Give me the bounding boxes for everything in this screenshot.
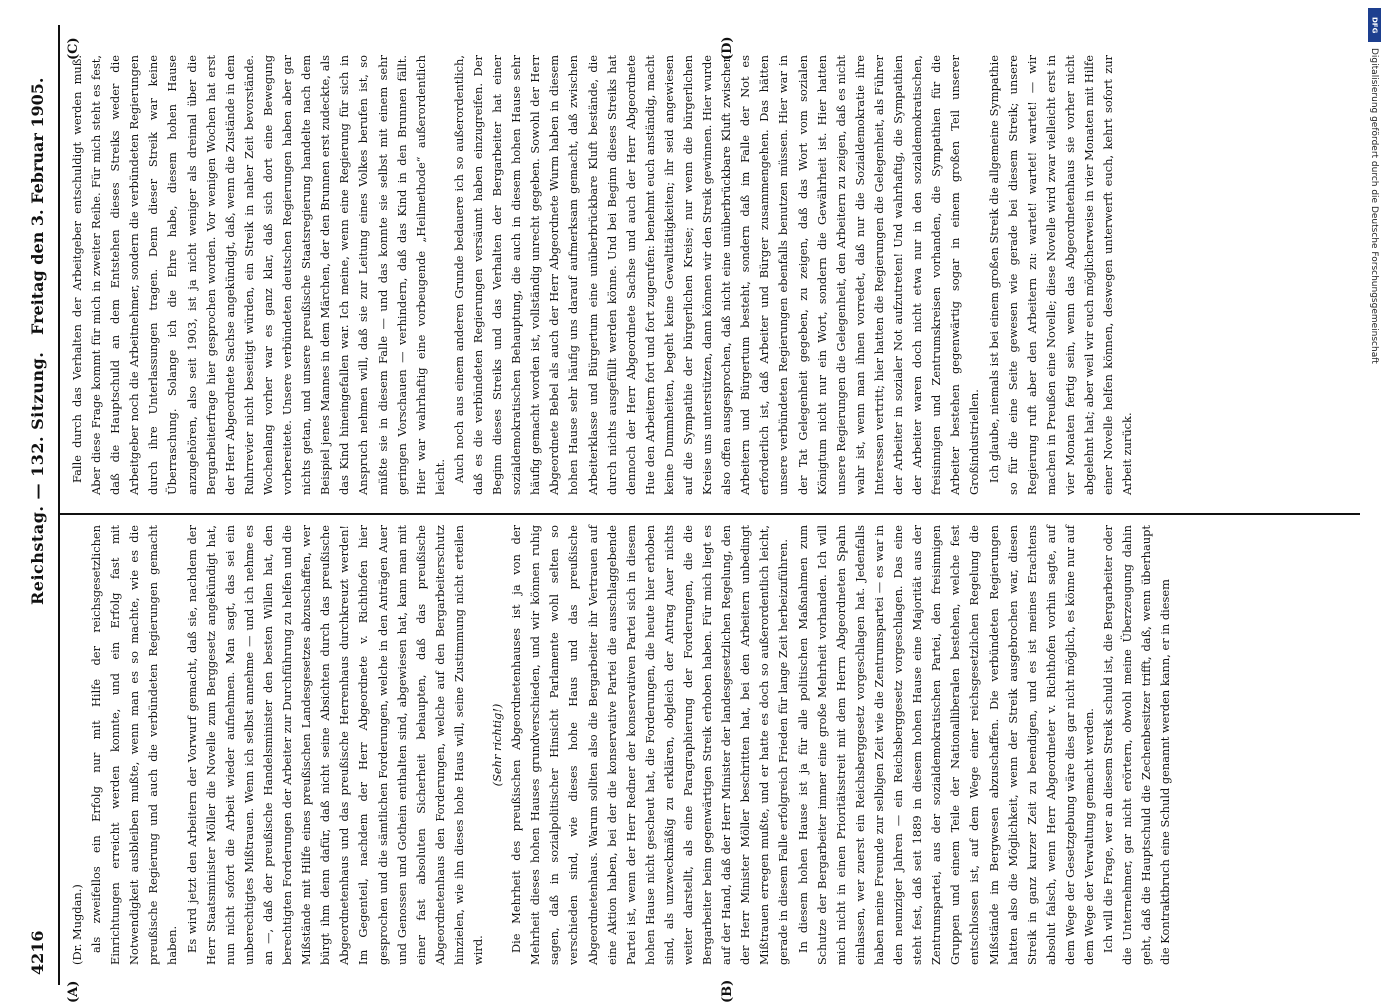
- paragraph: Ich will die Frage, wer an diesem Streik schuld ist, die Bergarbeiter oder die Unternehmer, gar nicht erörtern, obwohl meine Überzeugung dahin geht, daß die Hauptschuld die Zechenbesitzer trifft, daß, wenn überhaupt die Kontraktbruch eine Schuld genannt werden kann, er in diesem: [1101, 525, 1173, 965]
- margin-marker-c: (C): [66, 37, 81, 60]
- right-column: [68, 55, 1137, 495]
- dfg-logo: DFG: [1368, 8, 1381, 42]
- notice-text: Digitalisierung gefördert durch die Deutsche Forschungsgemeinschaft: [1369, 48, 1379, 364]
- page-header: [20, 25, 60, 985]
- speaker-name: (Dr. Mugdan.): [70, 884, 84, 965]
- paragraph: Falle durch das Verhalten der Arbeitgeber entschuldigt werden muß. Aber diese Frage kommt für mich in zweiter Reihe. Für mich steht es fest, daß die Hauptschuld an dem Entstehen dieses Streiks weder die Arbeitgeber noch die Arbeitnehmer, sondern die verbündeten Regierungen durch ihre Unterlassungen tragen. Denn dieser Streik war keine Überraschung. Solange ich die Ehre habe, diesem hohen Hause anzugehören, also seit 1903, ist ja nicht weniger als dreimal über die Bergarbeiterfrage hier gesprochen worden. Vor wenigen Wochen hat erst der Herr Abgeordnete Sachse angekündigt, daß, wenn die Zustände in dem Ruhrrevier nicht beseitigt würden, ein Streik in naher Zeit bevorstände. Wochenlang vorher war es ganz klar, daß sich dort eine Bewegung vorbereitete. Unsere verbündeten deutschen Regierungen haben aber gar nichts getan, und unsere preußische Staatsregierung handelte nach dem Beispiel jenes Mannes in dem Märchen, der den Brunnen erst zudeckte, als das Kind hineingefallen war. Ich meine, wenn eine Regierung für sich in Anspruch nehmen will, daß sie zur Leitung eines Volkes berufen ist, so müßte sie in diesem Falle — und das konnte sie selbst mit einem sehr geringen Vorschauen — verhindern, daß das Kind in den Brunnen fällt. Hier war wahrhaftig eine vorbeugende „Heilmethode“ außerordentlich leicht.: [70, 55, 447, 495]
- rotated-page: [20, 25, 1360, 1003]
- paragraph: Es wird jetzt den Arbeitern der Vorwurf gemacht, daß sie, nachdem der Herr Staatsminister Möller die Novelle zum Berggesetz angekündigt hat, nun nicht sofort die Arbeit wieder aufnehmen. Man sagt, das sei ein unberechtigtes Mißtrauen. Wenn ich selbst annehme — und ich nehme es an —, daß der preußische Handelsminister den besten Willen hat, den berechtigten Forderungen der Arbeiter zur Durchführung zu helfen und die Mißstände mit Hilfe eines preußischen Landesgesetzes abzuschaffen, wer bürgt ihm denn dafür, daß nicht seine Absichten durch das preußische Abgeordnetenhaus und das preußische Herrenhaus durchkreuzt werden! Im Gegenteil, nachdem der Herr Abgeordnete v. Richthofen hier gesprochen und die sämtlichen Forderungen, welche in den Anträgen Auer und Genossen und Gothein enthalten sind, abgewiesen hat, kann man mit einer fast absoluten Sicherheit behaupten, daß das preußische Abgeordnetenhaus den Forderungen, welche auf den Bergarbeiterschutz hinzielen, wie ihn dieses hohe Haus will, seine Zustimmung nicht erteilen wird.: [184, 525, 485, 965]
- digitization-notice: [1368, 8, 1382, 988]
- session-date: Freitag den 3. Februar 1905.: [28, 77, 47, 335]
- session-title: Reichstag. — 132. Sitzung.: [28, 351, 47, 605]
- page-number: 4216: [28, 930, 47, 975]
- margin-marker-b: (B): [720, 979, 735, 1003]
- paragraph: Ich glaube, niemals ist bei einem großen Streik die allgemeine Sympathie so für die eine Seite gewesen wie gerade bei diesem Streik; unsere Regierung ruft aber den Arbeitern zu: wartet! wartet! wartet! — wir machen in Preußen eine Novelle; diese Novelle wird zwar vielleicht erst in vier Monaten fertig sein, wenn das Abgeordnetenhaus sie vorher nicht abgelehnt hat; aber weil wir euch möglicherweise in vier Monaten mit Hilfe einer Novelle helfen können, deswegen unterwerft euch, kehrt sofort zur Arbeit zurück.: [986, 55, 1135, 495]
- left-column: [68, 525, 1175, 965]
- paragraph: In diesem hohen Hause ist ja für alle politischen Maßnahmen zum Schutze der Bergarbeiter immer eine große Mehrheit vorhanden. Ich will mich nicht in einen Prioritätsstreit mit dem Herrn Abgeordneten Spahn einlassen, wer zuerst ein Reichsberggesetz vorgeschlagen hat. Jedenfalls haben meine Freunde zur selbigen Zeit wie die Zentrumspartei — es war in den neunziger Jahren — ein Reichsberggesetz vorgeschlagen. Das eine steht fest, daß seit 1889 in diesem hohen Hause eine Majorität aus der Zentrumspartei, aus der sozialdemokratischen Partei, den freisinnigen Gruppen und einem Teile der Nationalliberalen bestehen, welche fest entschlossen ist, auf dem Wege einer reichsgesetzlichen Regelung die Mißstände im Bergwesen abzuschaffen. Die verbündeten Regierungen hatten also die Möglichkeit, wenn der Streik ausgebrochen war, diesen Streik in ganz kurzer Zeit zu beendigen, und es ist meines Erachtens absolut falsch, wenn Herr Abgeordneter v. Richthofen vorhin sagte, auf dem Wege der Gesetzgebung wäre dies gar nicht möglich, es könne nur auf dem Wege der Verwaltung gemacht werden.: [795, 525, 1096, 965]
- column-divider: [60, 514, 1360, 516]
- margin-marker-d: (D): [720, 36, 735, 60]
- paragraph: Auch noch aus einem anderen Grunde bedauere ich so außerordentlich, daß es die verbündeten Regierungen versäumt haben einzugreifen. Der Beginn dieses Streiks und das Verhalten der Bergarbeiter hat einer sozialdemokratischen Behauptung, die auch in diesem hohen Hause sehr häufig gemacht worden ist, vollständig unrecht gegeben. Sowohl der Herr Abgeordnete Bebel als auch der Herr Abgeordnete Wurm haben in diesem hohen Hause sehr häufig uns darauf aufmerksam gemacht, daß zwischen Arbeiterklasse und Bürgertum eine unüberbrückbare Kluft bestände, die durch nichts ausgefüllt werden könne. Und bei Beginn dieses Streiks hat dennoch der Herr Abgeordnete Sachse und auch der Herr Abgeordnete Hue den Arbeitern fort und fort zugerufen: benehmt euch anständig, macht keine Dummheiten, begeht keine Gewalttätigkeiten; ihr seid angewiesen auf die Sympathie der bürgerlichen Kreise; nur wenn die bürgerlichen Kreise uns unterstützen, dann können wir den Streik gewinnen. Hier wurde also offen ausgesprochen, daß nicht eine unüberbrückbare Kluft zwischen Arbeitern und Bürgertum besteht, sondern daß im Falle der Not es erforderlich ist, daß Arbeiter und Bürger zusammengehen. Das hätten unsere verbündeten Regierungen ebenfalls benutzen müssen. Hier war in der Tat Gelegenheit gegeben, zu zeigen, daß das Wort vom sozialen Königtum nicht nur ein Wort, sondern die Gewährheit ist. Hier hatten unsere Regierungen die Gelegenheit, den Arbeitern zu zeigen, daß es nicht wahr ist, wenn man ihnen vorredet, daß nur die Sozialdemokratie ihre Interessen vertritt; hier hatten die Regierungen die Gelegenheit, als Führer der Arbeiter in sozialer Not aufzutreten! Und wahrhaftig, die Sympathien der Arbeiter waren doch nicht etwa nur in den sozialdemokratischen, freisinnigen und Zentrumskreisen vorhanden, die Sympathien für die Arbeiter bestehen gegenwärtig sogar in einem großen Teil unserer Großindustriellen.: [451, 55, 982, 495]
- paragraph: als zweifellos ein Erfolg nur mit Hilfe der reichsgesetzlichen Einrichtungen erreicht werden konnte, und ein Erfolg fast mit Notwendigkeit ausbleiben mußte, wenn man es so machte, wie es die preußische Regierung und auch die verbündeten Regierungen gemacht haben.: [89, 525, 180, 965]
- interjection: (Sehr richtig!): [490, 703, 505, 787]
- header-rule: [58, 25, 60, 985]
- paragraph: Die Mehrheit des preußischen Abgeordnetenhauses ist ja von der Mehrheit dieses hohen Hauses grundverschieden, und wir können ruhig sagen, daß in sozialpolitischer Hinsicht Parlamente wohl selten so verschieden sind, wie dieses hohe Haus und das preußische Abgeordnetenhaus. Warum sollten also die Bergarbeiter ihr Vertrauen auf eine Aktion haben, bei der die konservative Partei die ausschlaggebende Partei ist, wenn der Herr Redner der konservativen Partei sich in diesem hohen Hause nicht gescheut hat, die Forderungen, die heute hier erhoben sind, als unzweckmäßig zu erklären, obgleich der Antrag Auer nichts weiter darstellt, als eine Paragraphierung der Forderungen, die die Bergarbeiter beim gegenwärtigen Streik erhoben haben. Für mich liegt es auf der Hand, daß der Herr Minister der landesgesetzlichen Regelung, den der Herr Minister Möller beschritten hat, bei den Arbeitern unbedingt Mißtrauen erregen mußte, und er hatte es doch so außerordentlich leicht, gerade in diesem Falle erfolgreich Frieden für lange Zeit herbeizuführen.: [509, 525, 791, 965]
- margin-marker-a: (A): [66, 980, 81, 1003]
